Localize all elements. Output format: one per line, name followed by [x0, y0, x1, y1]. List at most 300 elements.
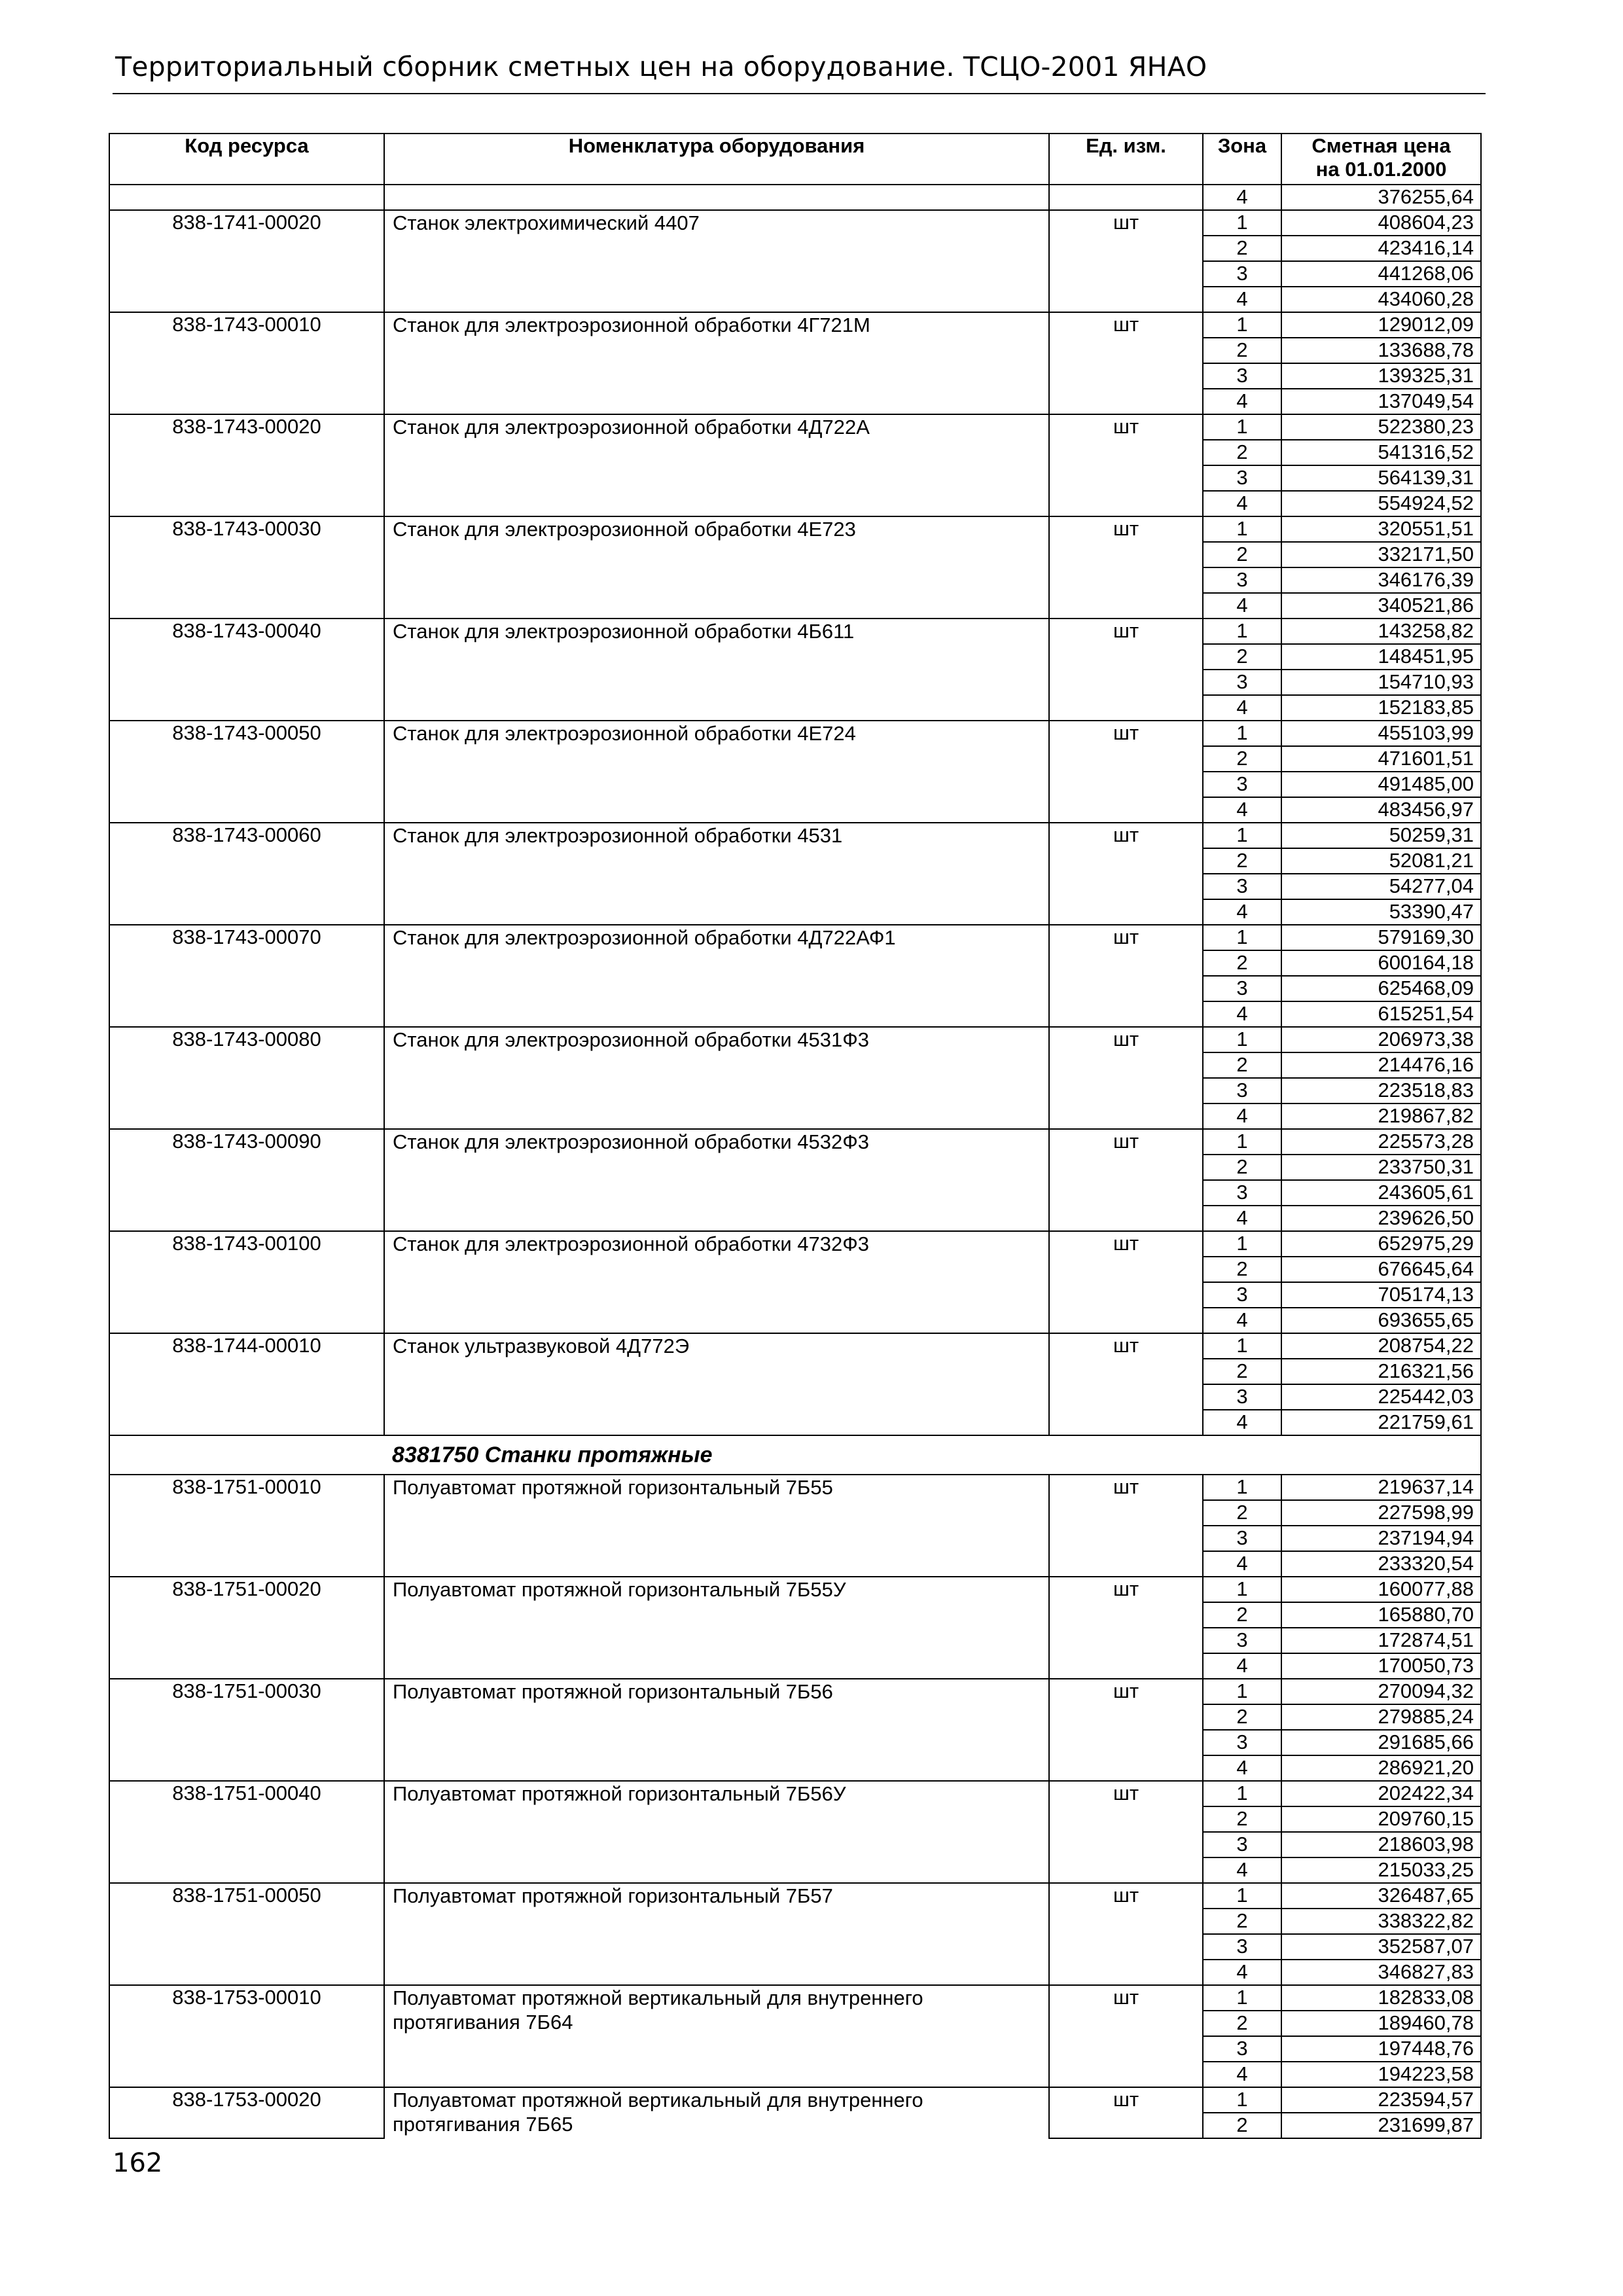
- unit-cell: [1049, 1909, 1203, 1934]
- unit-cell: шт: [1049, 1985, 1203, 2011]
- column-header-unit: Ед. изм.: [1049, 134, 1203, 185]
- unit-cell: шт: [1049, 1577, 1203, 1602]
- code-cell: [109, 2011, 384, 2036]
- zone-cell: 2: [1203, 1359, 1281, 1384]
- code-cell: [109, 363, 384, 389]
- unit-cell: [1049, 440, 1203, 465]
- code-cell: [109, 1180, 384, 1206]
- unit-cell: [1049, 363, 1203, 389]
- price-cell: 579169,30: [1281, 925, 1481, 950]
- code-cell: 838-1743-00010: [109, 312, 384, 338]
- zone-cell: 2: [1203, 1909, 1281, 1934]
- code-cell: [109, 236, 384, 261]
- price-cell: 376255,64: [1281, 185, 1481, 210]
- unit-cell: [1049, 1206, 1203, 1231]
- table-row: [109, 2087, 1481, 2113]
- zone-cell: 1: [1203, 823, 1281, 848]
- price-cell: 233750,31: [1281, 1155, 1481, 1180]
- price-cell: 270094,32: [1281, 1679, 1481, 1704]
- price-cell: 554924,52: [1281, 491, 1481, 516]
- price-cell: 320551,51: [1281, 516, 1481, 542]
- zone-cell: 2: [1203, 644, 1281, 670]
- table-row: [109, 312, 1481, 338]
- zone-cell: 4: [1203, 389, 1281, 414]
- code-cell: [109, 1155, 384, 1180]
- price-cell: 441268,06: [1281, 261, 1481, 287]
- zone-cell: 1: [1203, 1883, 1281, 1909]
- zone-cell: 3: [1203, 261, 1281, 287]
- code-cell: 838-1751-00050: [109, 1883, 384, 1909]
- code-cell: [109, 1526, 384, 1551]
- price-cell: 160077,88: [1281, 1577, 1481, 1602]
- code-cell: [109, 1410, 384, 1435]
- table-row: [109, 1781, 1481, 1806]
- price-cell: 148451,95: [1281, 644, 1481, 670]
- zone-cell: 3: [1203, 2036, 1281, 2062]
- table-row: [109, 1129, 1481, 1155]
- name-cell: Станок для электроэрозионной обработки 4Е724: [384, 721, 1049, 823]
- price-cell: 483456,97: [1281, 797, 1481, 823]
- zone-cell: 2: [1203, 848, 1281, 874]
- zone-cell: 4: [1203, 899, 1281, 925]
- unit-cell: [1049, 1730, 1203, 1755]
- unit-cell: [1049, 1806, 1203, 1832]
- unit-cell: [1049, 874, 1203, 899]
- unit-cell: шт: [1049, 1231, 1203, 1257]
- code-cell: [109, 899, 384, 925]
- zone-cell: 4: [1203, 1857, 1281, 1883]
- price-cell: 291685,66: [1281, 1730, 1481, 1755]
- unit-cell: [1049, 1653, 1203, 1679]
- unit-cell: [1049, 389, 1203, 414]
- unit-cell: [1049, 1282, 1203, 1308]
- price-cell: 243605,61: [1281, 1180, 1481, 1206]
- column-header-name: Номенклатура оборудования: [384, 134, 1049, 185]
- code-cell: [109, 1078, 384, 1103]
- name-cell: Станок для электроэрозионной обработки 4531: [384, 823, 1049, 925]
- zone-cell: 3: [1203, 465, 1281, 491]
- code-cell: [109, 950, 384, 976]
- code-cell: [109, 1653, 384, 1679]
- table-row: [109, 1985, 1481, 2011]
- unit-cell: [1049, 567, 1203, 593]
- unit-cell: [1049, 1308, 1203, 1333]
- code-cell: [109, 797, 384, 823]
- code-cell: [109, 1001, 384, 1027]
- unit-cell: шт: [1049, 823, 1203, 848]
- price-cell: 279885,24: [1281, 1704, 1481, 1730]
- zone-cell: 4: [1203, 1960, 1281, 1985]
- column-header-zone: Зона: [1203, 134, 1281, 185]
- price-cell: 208754,22: [1281, 1333, 1481, 1359]
- price-cell: 154710,93: [1281, 670, 1481, 695]
- price-cell: 165880,70: [1281, 1602, 1481, 1628]
- unit-cell: шт: [1049, 2087, 1203, 2113]
- zone-cell: 3: [1203, 1384, 1281, 1410]
- price-cell: 693655,65: [1281, 1308, 1481, 1333]
- price-cell: 491485,00: [1281, 772, 1481, 797]
- price-cell: 197448,76: [1281, 2036, 1481, 2062]
- name-cell: Полуавтомат протяжной вертикальный для внутреннего протягивания 7Б64: [384, 1985, 1049, 2087]
- code-cell: 838-1743-00040: [109, 619, 384, 644]
- page-header: [113, 47, 1486, 94]
- price-cell: 423416,14: [1281, 236, 1481, 261]
- code-cell: [109, 1308, 384, 1333]
- zone-cell: 1: [1203, 1333, 1281, 1359]
- price-cell: 225442,03: [1281, 1384, 1481, 1410]
- zone-cell: 1: [1203, 1577, 1281, 1602]
- unit-cell: [1049, 797, 1203, 823]
- name-cell: Полуавтомат протяжной вертикальный для внутреннего протягивания 7Б65: [384, 2087, 1049, 2138]
- code-cell: 838-1743-00020: [109, 414, 384, 440]
- code-cell: 838-1743-00030: [109, 516, 384, 542]
- zone-cell: 3: [1203, 772, 1281, 797]
- code-cell: [109, 772, 384, 797]
- name-cell: Полуавтомат протяжной горизонтальный 7Б55У: [384, 1577, 1049, 1679]
- zone-cell: 3: [1203, 976, 1281, 1001]
- zone-cell: 2: [1203, 2011, 1281, 2036]
- table-row: [109, 1231, 1481, 1257]
- code-cell: 838-1753-00020: [109, 2087, 384, 2113]
- unit-cell: [1049, 1410, 1203, 1435]
- price-cell: 346176,39: [1281, 567, 1481, 593]
- price-cell: 541316,52: [1281, 440, 1481, 465]
- price-cell: 170050,73: [1281, 1653, 1481, 1679]
- code-cell: [109, 1832, 384, 1857]
- price-cell: 209760,15: [1281, 1806, 1481, 1832]
- price-cell: 221759,61: [1281, 1410, 1481, 1435]
- zone-cell: 2: [1203, 1052, 1281, 1078]
- price-cell: 182833,08: [1281, 1985, 1481, 2011]
- price-cell: 455103,99: [1281, 721, 1481, 746]
- zone-cell: 2: [1203, 1257, 1281, 1282]
- code-cell: [109, 1934, 384, 1960]
- document-title: Территориальный сборник сметных цен на оборудование. ТСЦО-2001 ЯНАО: [115, 51, 1207, 82]
- price-cell: 152183,85: [1281, 695, 1481, 721]
- code-cell: [109, 389, 384, 414]
- zone-cell: 1: [1203, 1679, 1281, 1704]
- code-cell: 838-1751-00010: [109, 1475, 384, 1500]
- unit-cell: [1049, 848, 1203, 874]
- zone-cell: 2: [1203, 746, 1281, 772]
- zone-cell: 1: [1203, 516, 1281, 542]
- price-cell: 237194,94: [1281, 1526, 1481, 1551]
- zone-cell: 4: [1203, 1653, 1281, 1679]
- unit-cell: [1049, 287, 1203, 312]
- zone-cell: 2: [1203, 950, 1281, 976]
- zone-cell: 2: [1203, 1500, 1281, 1526]
- unit-cell: [1049, 2113, 1203, 2138]
- zone-cell: 4: [1203, 695, 1281, 721]
- table-row: [109, 925, 1481, 950]
- unit-cell: [1049, 2062, 1203, 2087]
- zone-cell: 4: [1203, 1103, 1281, 1129]
- zone-cell: 4: [1203, 185, 1281, 210]
- unit-cell: шт: [1049, 1781, 1203, 1806]
- table-row: [109, 1027, 1481, 1052]
- price-cell: 172874,51: [1281, 1628, 1481, 1653]
- unit-cell: [1049, 185, 1203, 210]
- zone-cell: 2: [1203, 2113, 1281, 2138]
- code-cell: 838-1741-00020: [109, 210, 384, 236]
- unit-cell: [1049, 236, 1203, 261]
- table-row: [109, 721, 1481, 746]
- code-cell: 838-1743-00080: [109, 1027, 384, 1052]
- price-cell: 143258,82: [1281, 619, 1481, 644]
- unit-cell: шт: [1049, 516, 1203, 542]
- unit-cell: [1049, 899, 1203, 925]
- unit-cell: шт: [1049, 414, 1203, 440]
- unit-cell: шт: [1049, 1333, 1203, 1359]
- unit-cell: [1049, 1155, 1203, 1180]
- name-cell: Станок для электроэрозионной обработки 4Е723: [384, 516, 1049, 619]
- name-cell: Станок для электроэрозионной обработки 4732Ф3: [384, 1231, 1049, 1333]
- price-cell: 50259,31: [1281, 823, 1481, 848]
- unit-cell: [1049, 2036, 1203, 2062]
- price-cell: 133688,78: [1281, 338, 1481, 363]
- unit-cell: шт: [1049, 312, 1203, 338]
- unit-cell: [1049, 772, 1203, 797]
- price-cell: 231699,87: [1281, 2113, 1481, 2138]
- code-cell: [109, 976, 384, 1001]
- unit-cell: [1049, 338, 1203, 363]
- zone-cell: 1: [1203, 414, 1281, 440]
- code-cell: [109, 746, 384, 772]
- code-cell: [109, 1602, 384, 1628]
- name-cell: Станок для электроэрозионной обработки 4Г721М: [384, 312, 1049, 414]
- code-cell: [109, 1628, 384, 1653]
- price-cell: 434060,28: [1281, 287, 1481, 312]
- zone-cell: 3: [1203, 1934, 1281, 1960]
- price-cell: 202422,34: [1281, 1781, 1481, 1806]
- code-cell: 838-1753-00010: [109, 1985, 384, 2011]
- unit-cell: [1049, 1628, 1203, 1653]
- price-cell: 215033,25: [1281, 1857, 1481, 1883]
- zone-cell: 3: [1203, 567, 1281, 593]
- code-cell: 838-1751-00040: [109, 1781, 384, 1806]
- unit-cell: шт: [1049, 210, 1203, 236]
- price-cell: 286921,20: [1281, 1755, 1481, 1781]
- price-cell: 564139,31: [1281, 465, 1481, 491]
- unit-cell: [1049, 465, 1203, 491]
- price-cell: 239626,50: [1281, 1206, 1481, 1231]
- zone-cell: 1: [1203, 210, 1281, 236]
- unit-cell: [1049, 1934, 1203, 1960]
- zone-cell: 3: [1203, 1832, 1281, 1857]
- price-cell: 219867,82: [1281, 1103, 1481, 1129]
- code-cell: [109, 695, 384, 721]
- unit-cell: [1049, 644, 1203, 670]
- zone-cell: 4: [1203, 2062, 1281, 2087]
- code-cell: [109, 261, 384, 287]
- code-cell: [109, 2113, 384, 2138]
- name-cell: Станок для электроэрозионной обработки 4Д722А: [384, 414, 1049, 516]
- zone-cell: 2: [1203, 1602, 1281, 1628]
- zone-cell: 4: [1203, 1755, 1281, 1781]
- table-row: [109, 1577, 1481, 1602]
- zone-cell: 4: [1203, 1308, 1281, 1333]
- code-cell: [109, 1257, 384, 1282]
- code-cell: [109, 1384, 384, 1410]
- price-cell: 471601,51: [1281, 746, 1481, 772]
- name-cell: [384, 185, 1049, 210]
- zone-cell: 3: [1203, 1078, 1281, 1103]
- unit-cell: [1049, 1001, 1203, 1027]
- zone-cell: 4: [1203, 797, 1281, 823]
- column-header-price-line2: на 01.01.2000: [1315, 158, 1447, 181]
- price-cell: 53390,47: [1281, 899, 1481, 925]
- unit-cell: [1049, 542, 1203, 567]
- zone-cell: 1: [1203, 619, 1281, 644]
- code-cell: 838-1743-00050: [109, 721, 384, 746]
- price-cell: 326487,65: [1281, 1883, 1481, 1909]
- unit-cell: шт: [1049, 1883, 1203, 1909]
- code-cell: [109, 1359, 384, 1384]
- code-cell: [109, 1755, 384, 1781]
- unit-cell: [1049, 1257, 1203, 1282]
- price-cell: 615251,54: [1281, 1001, 1481, 1027]
- price-cell: 233320,54: [1281, 1551, 1481, 1577]
- zone-cell: 3: [1203, 1282, 1281, 1308]
- section-title: 8381750 Станки протяжные: [384, 1435, 1481, 1475]
- zone-cell: 4: [1203, 491, 1281, 516]
- price-cell: 676645,64: [1281, 1257, 1481, 1282]
- price-cell: 216321,56: [1281, 1359, 1481, 1384]
- zone-cell: 1: [1203, 1475, 1281, 1500]
- table-row: [109, 1475, 1481, 1500]
- code-cell: [109, 1806, 384, 1832]
- code-cell: [109, 1857, 384, 1883]
- unit-cell: [1049, 1551, 1203, 1577]
- price-cell: 189460,78: [1281, 2011, 1481, 2036]
- name-cell: Полуавтомат протяжной горизонтальный 7Б56: [384, 1679, 1049, 1781]
- section-spacer-cell: [109, 1435, 384, 1475]
- unit-cell: [1049, 1180, 1203, 1206]
- code-cell: [109, 440, 384, 465]
- code-cell: [109, 1704, 384, 1730]
- table-header: [109, 134, 1481, 185]
- code-cell: [109, 185, 384, 210]
- unit-cell: [1049, 491, 1203, 516]
- price-cell: 346827,83: [1281, 1960, 1481, 1985]
- price-cell: 522380,23: [1281, 414, 1481, 440]
- zone-cell: 1: [1203, 721, 1281, 746]
- zone-cell: 4: [1203, 1551, 1281, 1577]
- zone-cell: 3: [1203, 874, 1281, 899]
- code-cell: [109, 1206, 384, 1231]
- price-cell: 338322,82: [1281, 1909, 1481, 1934]
- table-body: [109, 185, 1481, 2138]
- unit-cell: [1049, 1384, 1203, 1410]
- zone-cell: 2: [1203, 1704, 1281, 1730]
- unit-cell: [1049, 1078, 1203, 1103]
- zone-cell: 3: [1203, 670, 1281, 695]
- unit-cell: [1049, 746, 1203, 772]
- price-cell: 705174,13: [1281, 1282, 1481, 1308]
- name-cell: Станок ультразвуковой 4Д772Э: [384, 1333, 1049, 1435]
- table-row: [109, 619, 1481, 644]
- zone-cell: 2: [1203, 338, 1281, 363]
- zone-cell: 1: [1203, 1781, 1281, 1806]
- code-cell: [109, 1960, 384, 1985]
- zone-cell: 1: [1203, 1231, 1281, 1257]
- unit-cell: шт: [1049, 619, 1203, 644]
- name-cell: Станок электрохимический 4407: [384, 210, 1049, 312]
- unit-cell: [1049, 1526, 1203, 1551]
- zone-cell: 4: [1203, 287, 1281, 312]
- code-cell: [109, 874, 384, 899]
- code-cell: [109, 593, 384, 619]
- zone-cell: 1: [1203, 312, 1281, 338]
- code-cell: 838-1751-00030: [109, 1679, 384, 1704]
- price-cell: 340521,86: [1281, 593, 1481, 619]
- unit-cell: [1049, 1500, 1203, 1526]
- zone-cell: 1: [1203, 1129, 1281, 1155]
- code-cell: 838-1743-00100: [109, 1231, 384, 1257]
- table-row: [109, 414, 1481, 440]
- price-cell: 219637,14: [1281, 1475, 1481, 1500]
- zone-cell: 3: [1203, 1628, 1281, 1653]
- price-cell: 625468,09: [1281, 976, 1481, 1001]
- price-cell: 218603,98: [1281, 1832, 1481, 1857]
- price-cell: 137049,54: [1281, 389, 1481, 414]
- price-cell: 600164,18: [1281, 950, 1481, 976]
- price-cell: 129012,09: [1281, 312, 1481, 338]
- price-cell: 52081,21: [1281, 848, 1481, 874]
- zone-cell: 3: [1203, 363, 1281, 389]
- zone-cell: 3: [1203, 1730, 1281, 1755]
- code-cell: [109, 1052, 384, 1078]
- code-cell: [109, 1282, 384, 1308]
- zone-cell: 2: [1203, 440, 1281, 465]
- name-cell: Станок для электроэрозионной обработки 4531Ф3: [384, 1027, 1049, 1129]
- unit-cell: [1049, 1960, 1203, 1985]
- code-cell: [109, 2036, 384, 2062]
- section-row: [109, 1435, 1481, 1475]
- column-header-price-line1: Сметная цена: [1311, 134, 1451, 157]
- zone-cell: 4: [1203, 1001, 1281, 1027]
- equipment-price-table: [109, 133, 1482, 2139]
- price-cell: 139325,31: [1281, 363, 1481, 389]
- code-cell: [109, 848, 384, 874]
- unit-cell: шт: [1049, 1027, 1203, 1052]
- unit-cell: [1049, 670, 1203, 695]
- price-cell: 227598,99: [1281, 1500, 1481, 1526]
- zone-cell: 2: [1203, 1806, 1281, 1832]
- table-row: [109, 1333, 1481, 1359]
- price-cell: 223594,57: [1281, 2087, 1481, 2113]
- name-cell: Станок для электроэрозионной обработки 4Д722АФ1: [384, 925, 1049, 1027]
- unit-cell: [1049, 1103, 1203, 1129]
- zone-cell: 1: [1203, 1027, 1281, 1052]
- zone-cell: 1: [1203, 2087, 1281, 2113]
- zone-cell: 4: [1203, 593, 1281, 619]
- code-cell: [109, 567, 384, 593]
- code-cell: [109, 542, 384, 567]
- zone-cell: 4: [1203, 1410, 1281, 1435]
- code-cell: [109, 670, 384, 695]
- zone-cell: 2: [1203, 542, 1281, 567]
- zone-cell: 3: [1203, 1180, 1281, 1206]
- unit-cell: [1049, 593, 1203, 619]
- code-cell: [109, 491, 384, 516]
- zone-cell: 1: [1203, 925, 1281, 950]
- table-row: [109, 185, 1481, 210]
- unit-cell: [1049, 1704, 1203, 1730]
- unit-cell: [1049, 1755, 1203, 1781]
- unit-cell: [1049, 1359, 1203, 1384]
- name-cell: Полуавтомат протяжной горизонтальный 7Б55: [384, 1475, 1049, 1577]
